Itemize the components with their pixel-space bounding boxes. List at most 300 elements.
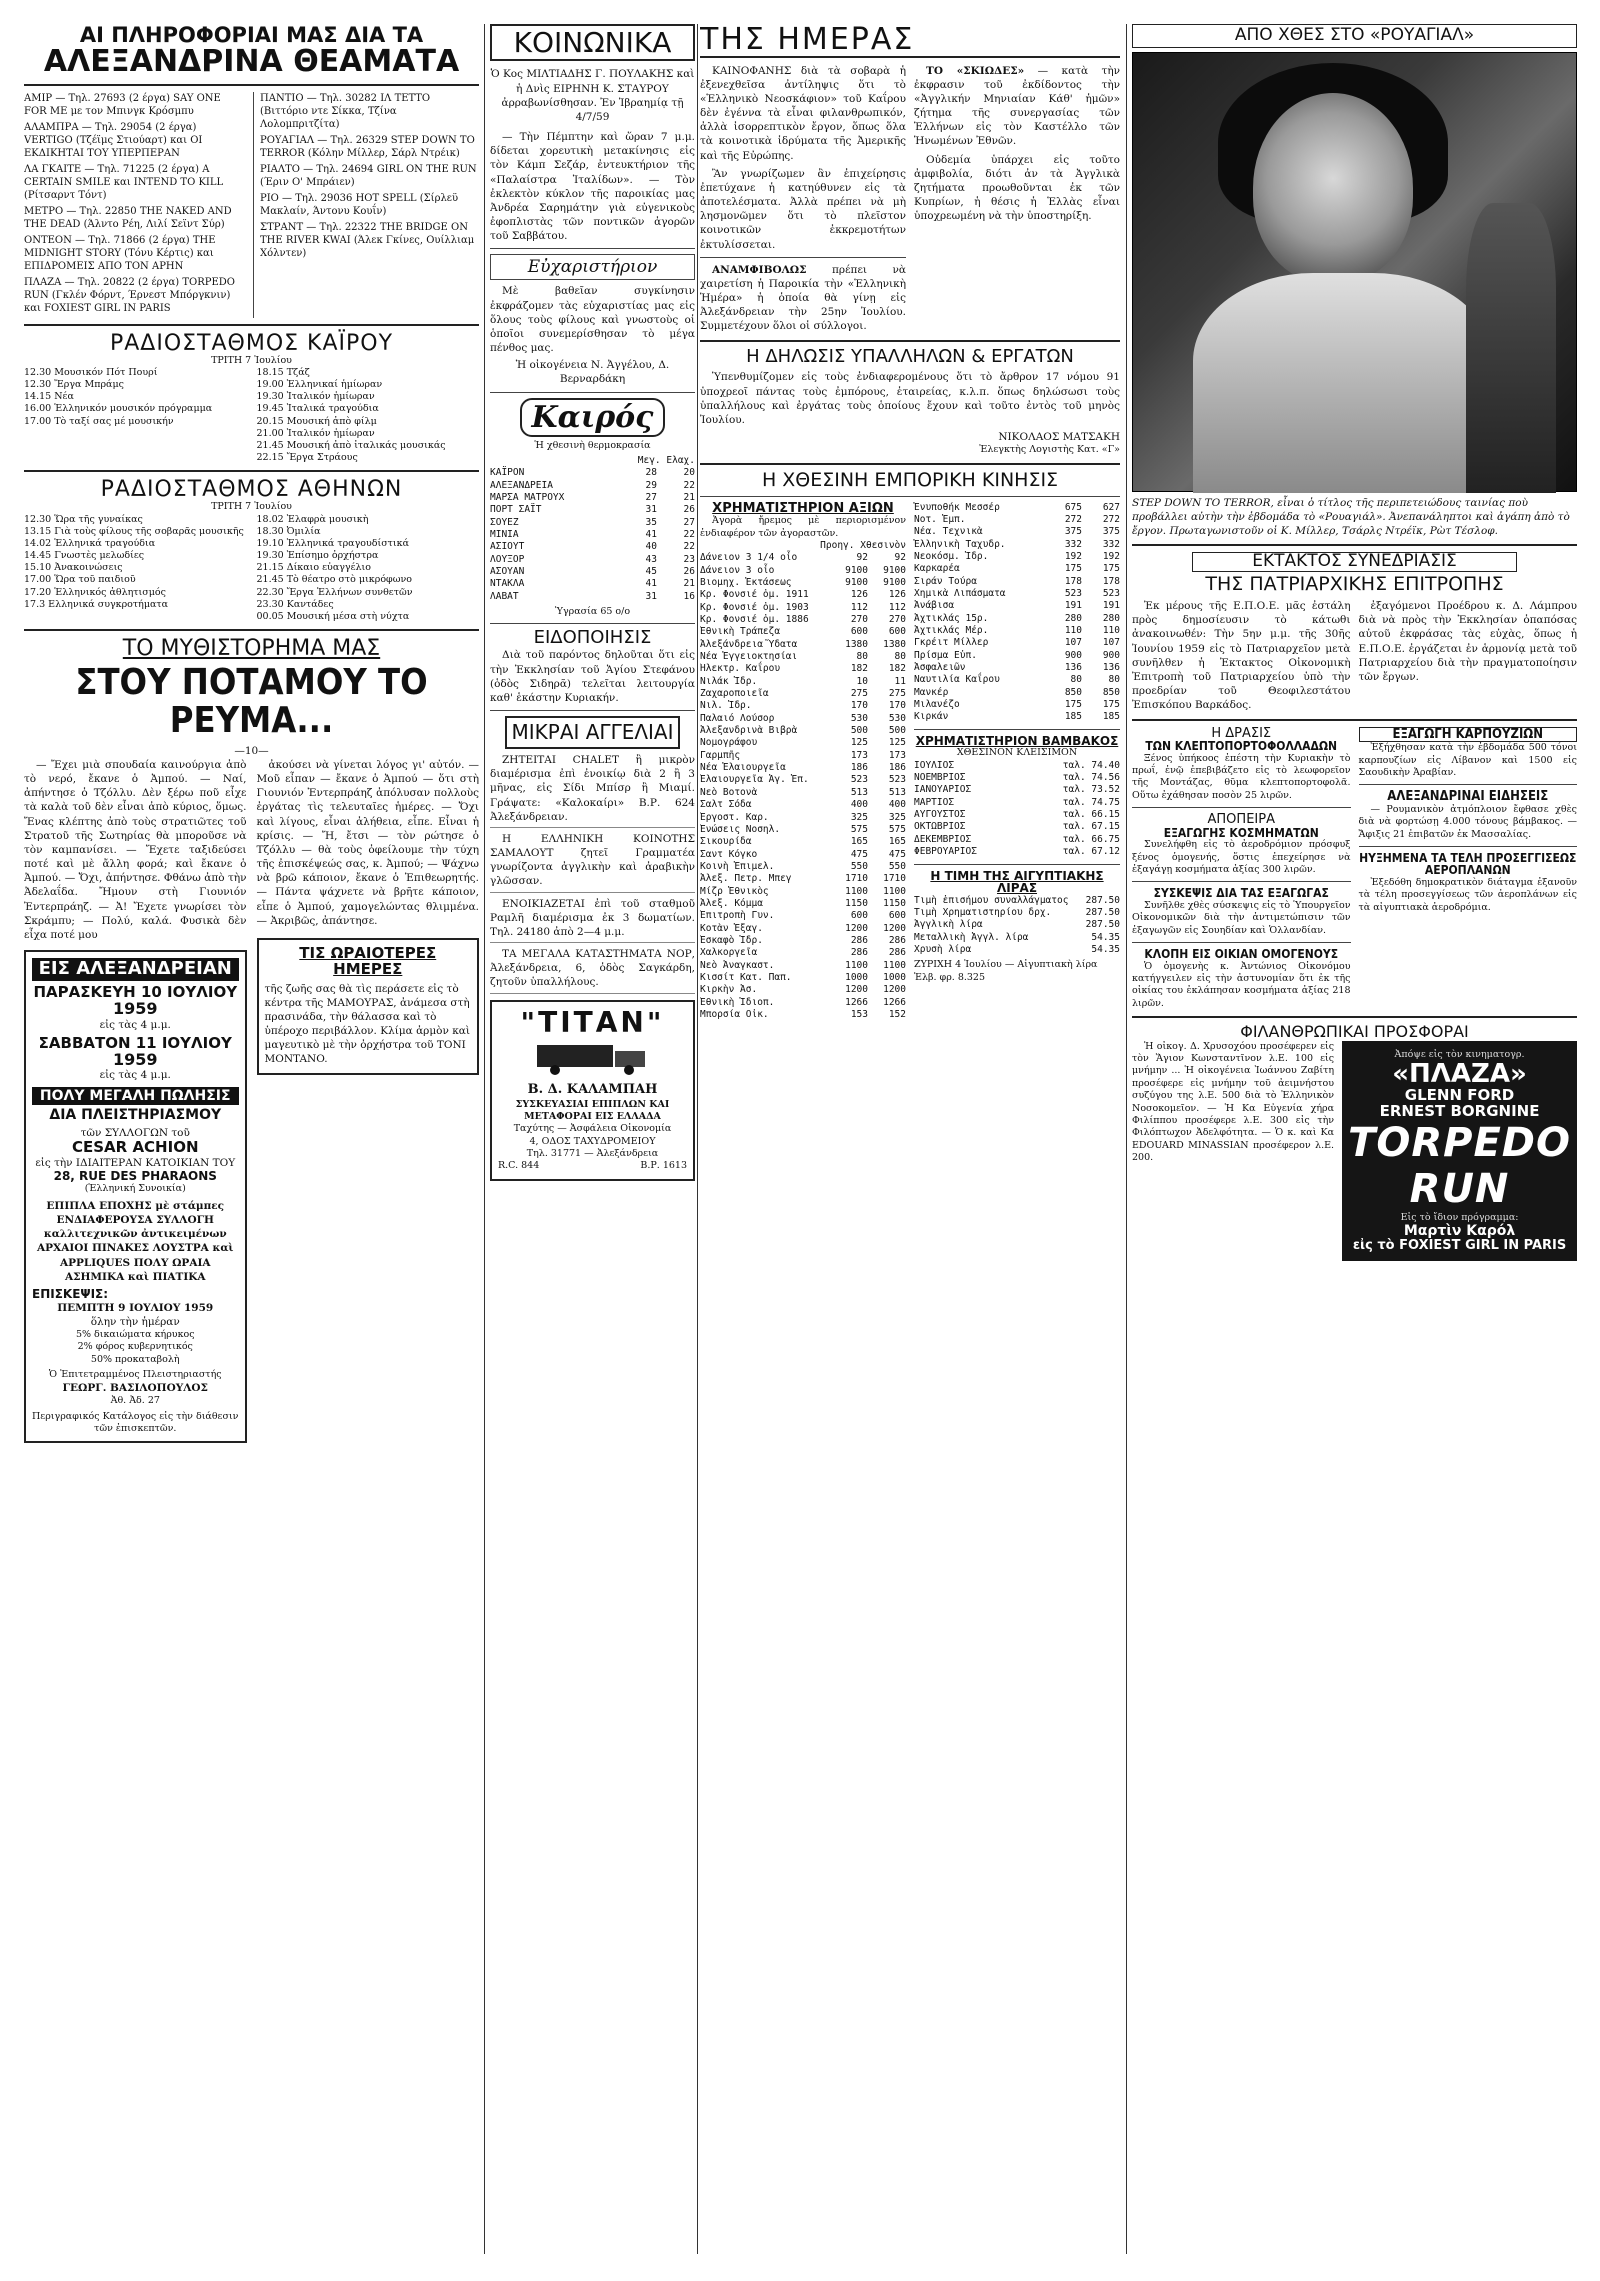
weather-row-values bbox=[619, 529, 695, 541]
stock-row-value: 125 bbox=[888, 737, 906, 749]
radio-program: 21.45 Τὸ θέατρο στὸ μικρόφωνο bbox=[256, 574, 412, 586]
stock-row-label: Ἐνώσεις Νοσηλ. bbox=[700, 823, 781, 835]
day-text-3: Οὐδεμία ὑπάρχει εἰς τοῦτο ἀμφιβολία, διότι ἀν τὰ Ἀγγλικὰ ζητήματα προωθοῦνται ἐκ τῶν Κυπρίων, ἡ θέσις ἡ Ἑλλὰς εἶναι ὑποχρεωμένη νὰ τὴν ὑποστηρίξη. bbox=[914, 153, 1120, 223]
cotton-row bbox=[914, 846, 1120, 858]
pound-row-values bbox=[1082, 932, 1120, 944]
pound-row-values bbox=[1082, 919, 1120, 931]
stock-row-value: 170 bbox=[850, 700, 868, 712]
notices-text: Διὰ τοῦ παρόντος δηλοῦται ὅτι εἰς τὴν Ἐκκλησίαν τοῦ Ἁγίου Στεφάνου (ὁδὸς Σιδηρᾶ) τελεῖται λειτουργία καθ' ἑκάστην Κυριακήν. bbox=[490, 649, 695, 704]
auction-fee-3: 50% προκαταβολὴ bbox=[90, 1353, 180, 1365]
theater-list-left bbox=[24, 92, 243, 318]
stock-row-value: 1100 bbox=[883, 959, 906, 971]
weather-row bbox=[490, 504, 695, 516]
stock-row-values bbox=[830, 898, 906, 910]
stock-row bbox=[700, 824, 906, 836]
auction-time2: εἰς τὰς 4 μ.μ. bbox=[99, 1069, 171, 1082]
stock-row-value: 136 bbox=[1064, 662, 1082, 674]
radio-program: 19.10 Ἑλληνικά τραγουδίστικά bbox=[256, 537, 410, 549]
stock-row-value: 550 bbox=[850, 860, 868, 872]
theater-entry: ΑΛΑΜΠΡΑ — Τηλ. 29054 (2 έργα) VERTIGO (Τζέϊμς Στιούαρτ) και ΟΙ ΕΚΔΙΚΗΤΑΙ ΤΟΥ ΥΠΕΡΠΕΡΑΝ bbox=[24, 121, 203, 159]
column-of-the-day bbox=[700, 24, 1120, 1021]
stock-row-values bbox=[1044, 687, 1120, 699]
alex-news-title: ΑΛΕΞΑΝΔΡΙΝΑΙ ΕΙΔΗΣΕΙΣ bbox=[1387, 789, 1549, 805]
plaza-also-film: εἰς τὸ FOXIEST GIRL IN PARIS bbox=[1352, 1237, 1567, 1253]
cotton-row-label: ΙΟΥΛΙΟΣ bbox=[914, 759, 955, 771]
auction-address: 28, RUE DES PHARAONS bbox=[53, 1168, 217, 1183]
radio-program: 19.00 Ἑλληνικαί ἡμίωραν bbox=[256, 379, 383, 391]
stock-row bbox=[914, 588, 1120, 600]
stock-row-label: Παλαιό Λούσορ bbox=[700, 712, 775, 724]
stock-row-value: 1150 bbox=[845, 897, 868, 909]
cotton-row-values bbox=[1063, 772, 1120, 784]
stock-row-values bbox=[830, 713, 906, 725]
radio-athens-schedule bbox=[24, 514, 479, 623]
stock-row bbox=[914, 551, 1120, 563]
pound-row bbox=[914, 919, 1120, 931]
airfare-text: Ἐξεδόθη δημοκρατικὸν διάταγμα ἐξανοῦν τὰ τέλη προσεγγίσεως τῶν ἀεροπλάνων εἰς τὰ αἰγυπτιακὰ ἀεροδρόμια. bbox=[1358, 877, 1577, 913]
cotton-row-values bbox=[1063, 834, 1120, 846]
stock-row-label: Ἀλεξανδρινὰ Βιβρὰ bbox=[700, 725, 798, 737]
small-ads-list bbox=[490, 753, 695, 994]
stock-row-value: 850 bbox=[1064, 686, 1082, 698]
day-text-2: Ἂν γνωρίζωμεν ἂν ἐπιχείρησις ἐπετύχανε ἡ κατηύθυνεν εἰς τὰ ἀποτελέσματα. Ἀλλὰ πρέπει νὰ μὴ λησμονῶμεν ὅτι τὸ πλεῖστον κοινοτικῶν ἐκκρεμοτήτων ἐκτυλίσσεται. bbox=[700, 167, 906, 251]
stock-row-value: 1100 bbox=[883, 885, 906, 897]
weather-row bbox=[490, 566, 695, 578]
stock-row bbox=[700, 762, 906, 774]
stocks-col-prev: Προηγ. bbox=[820, 539, 855, 551]
plaza-film: TORPEDO RUN bbox=[1348, 1119, 1571, 1212]
stock-row-value: 170 bbox=[888, 700, 906, 712]
weather-row-value: 20 bbox=[683, 467, 695, 479]
pound-row-values bbox=[1082, 944, 1120, 956]
pound-title: Η ΤΙΜΗ ΤΗΣ ΑΙΓΥΠΤΙΑΚΗΣ ΛΙΡΑΣ bbox=[930, 868, 1104, 896]
stocks-header bbox=[700, 540, 906, 552]
weather-row-value: 27 bbox=[645, 492, 657, 504]
stock-row-value: 175 bbox=[1064, 563, 1082, 575]
radio-program: 17.00 Ὥρα τοῦ παιδιοῦ bbox=[24, 574, 136, 586]
stock-row bbox=[700, 713, 906, 725]
stock-row-values bbox=[830, 1009, 906, 1021]
stock-row-value: 530 bbox=[850, 712, 868, 724]
plaza-ad bbox=[1342, 1041, 1577, 1261]
stock-row bbox=[914, 563, 1120, 575]
cotton-row-label: ΦΕΒΡΟΥΑΡΙΟΣ bbox=[914, 846, 977, 858]
column-rule bbox=[697, 24, 698, 2254]
theft-text: Ὁ ὁμογενὴς κ. Ἀντώνιος Οἰκονόμου κατήγγειλεν εἰς τὴν ἀστυνομίαν ὅτι ἐκ τῆς οἰκίας του ἐκλάπησαν κοσμήματα ἀξίας 218 λιρῶν. bbox=[1132, 960, 1351, 1009]
weather-row-values bbox=[619, 504, 695, 516]
cotton-row-values bbox=[1063, 846, 1120, 858]
cotton-row-values bbox=[1063, 797, 1120, 809]
weather-row bbox=[490, 591, 695, 603]
stock-row bbox=[914, 711, 1120, 723]
stock-row-value: 192 bbox=[1064, 551, 1082, 562]
weather-rows bbox=[490, 467, 695, 603]
titan-rc: R.C. 844 bbox=[498, 1160, 540, 1172]
thanks-title: Εὐχαριστήριον bbox=[490, 254, 695, 280]
stock-row-values bbox=[1044, 662, 1120, 674]
stock-row-value: 191 bbox=[1102, 600, 1120, 612]
stock-row-value: 80 bbox=[894, 651, 906, 663]
weather-row-values bbox=[619, 591, 695, 603]
stock-row-value: 186 bbox=[888, 762, 906, 774]
declaration-signature: ΝΙΚΟΛΑΟΣ ΜΑΤΣΑΚΗ bbox=[998, 431, 1120, 444]
meetings-text: Συνῆλθε χθὲς σύσκεψις εἰς τὸ Ὑπουργεῖον Οἰκονομικῶν διὰ τὴν ἀντιμετώπισιν τῶν ἐξαγωγῶν εἰς Σουηδίαν καὶ Ὁλλανδίαν. bbox=[1132, 899, 1351, 936]
stock-row bbox=[700, 1009, 906, 1021]
stock-row-label: Νοτ. Ἐμπ. bbox=[914, 513, 966, 525]
stock-row-value: 530 bbox=[888, 712, 906, 724]
stock-row-label: Ἐνυποθήκ Μεσσέρ bbox=[914, 501, 1000, 513]
stock-row-values bbox=[830, 552, 906, 564]
weather-row bbox=[490, 467, 695, 479]
stock-row-value: 165 bbox=[850, 836, 868, 848]
stock-row-label: Σαλτ Σόδα bbox=[700, 799, 752, 811]
small-ad: ΖΗΤΕΙΤΑΙ CHALET ἢ μικρὸν διαμέρισμα ἐπὶ ἐνοικίῳ διὰ 2 ἢ 3 μῆνας, εἰς Σίδι Μπίσρ ἢ Μιαμί. Γράψατε: «Καλοκαίρι» Β.Ρ. 624 Ἀλεξάνδρειαν. bbox=[490, 753, 695, 828]
stock-row-value: 1100 bbox=[845, 885, 868, 897]
stock-row-value: 325 bbox=[850, 811, 868, 823]
stock-row-label: Ἠλεκτρ. Καΐρου bbox=[700, 663, 781, 675]
theater-entry: ΣΤΡΑΝΤ — Τηλ. 22322 THE BRIDGE ON THE RIVER KWAI (Άλεκ Γκίνες, Ουίλλιαμ Χόλντεν) bbox=[260, 221, 475, 259]
theater-entry: ΡΙΑΛΤΟ — Τηλ. 24694 GIRL ON THE RUN (Έριν Ο' Μπράιεν) bbox=[260, 163, 477, 188]
stock-row bbox=[914, 613, 1120, 625]
stock-row-value: 575 bbox=[888, 823, 906, 835]
stock-row-label: Νέα. Τεχνικὰ bbox=[914, 526, 983, 538]
stock-row-value: 112 bbox=[850, 601, 868, 613]
weather-row-label: ΣΟΥΕΖ bbox=[490, 516, 519, 528]
stock-row-value: 1200 bbox=[883, 984, 906, 996]
stock-row-value: 272 bbox=[1102, 513, 1120, 525]
stock-row-values bbox=[830, 602, 906, 614]
pound-table bbox=[914, 895, 1120, 957]
radio-program: 22.30 Ἔργα Ἑλλήνων συνθετῶν bbox=[256, 586, 413, 598]
attempt-kicker: ΑΠΟΠΕΙΡΑ bbox=[1207, 812, 1275, 828]
cotton-row-label: ΝΟΕΜΒΡΙΟΣ bbox=[914, 772, 966, 784]
stock-row-value: 175 bbox=[1064, 699, 1082, 711]
stock-row-values bbox=[1044, 699, 1120, 711]
auction-ad bbox=[24, 950, 247, 1443]
stock-row-label: Νεοκόσμ. Ἰδρ. bbox=[914, 551, 989, 562]
stock-row bbox=[700, 577, 906, 589]
stock-row-value: 600 bbox=[850, 910, 868, 922]
stock-row-values bbox=[1044, 526, 1120, 538]
radio-program: 12.30 Ὥρα τῆς γυναίκας bbox=[24, 513, 143, 525]
stock-row-value: 286 bbox=[888, 947, 906, 959]
social-title: ΚΟΙΝΩΝΙΚΑ bbox=[490, 24, 695, 61]
stock-row bbox=[700, 947, 906, 959]
novel-chapter: —10— bbox=[234, 744, 269, 757]
stock-row bbox=[700, 898, 906, 910]
stock-row-value: 192 bbox=[1102, 551, 1120, 562]
stock-row bbox=[914, 539, 1120, 551]
stock-row-value: 178 bbox=[1102, 575, 1120, 587]
day-columns bbox=[700, 64, 1120, 334]
stock-row-value: 275 bbox=[850, 688, 868, 700]
weather-row-value: 16 bbox=[683, 590, 695, 602]
stock-row-values bbox=[830, 614, 906, 626]
auction-type: ΔΙΑ ΠΛΕΙΣΤΗΡΙΑΣΜΟΥ bbox=[49, 1107, 222, 1124]
thanks-text: Μὲ βαθεῖαν συγκίνησιν ἐκφράζομεν τὰς εὐχαριστίας μας εἰς ὅλους τοὺς φίλους καὶ γνωστοὺς οἱ ὁποῖοι συνεμερίσθησαν τὸ μέγα πένθος μας. bbox=[490, 285, 695, 355]
stock-row-values bbox=[830, 589, 906, 601]
stock-row-value: 1000 bbox=[845, 971, 868, 983]
theater-entry: ΡΙΟ — Τηλ. 29036 HOT SPELL (Σίρλεϋ Μακλαίν, Άντονυ Κουΐν) bbox=[260, 192, 459, 217]
radio-program: 22.15 Ἔργα Στράους bbox=[256, 452, 358, 464]
stock-row-value: 107 bbox=[1102, 637, 1120, 649]
theater-entry: ΛΑ ΓΚΑΙΤΕ — Τηλ. 71225 (2 έργα) A CERTAIN SMILE και INTEND TO KILL (Ρίτσαρντ Τόντ) bbox=[24, 163, 224, 201]
titan-line2: Ταχύτης — Ἀσφάλεια Οἰκονομία bbox=[513, 1123, 672, 1135]
stock-row-label: Πρίσμα Εὐπ. bbox=[914, 649, 977, 661]
weather-row-values bbox=[619, 492, 695, 504]
novel-text-left: — Ἔχει μιὰ σπουδαία καινούργια ἀπὸ τὸ νερό, ἔκανε ὁ Ἀμπού. — Ναί, ἀπήντησε ὁ Τζόλλυ. Δὲν ξέρω ποῦ εἶχε τὰ καλὰ τοῦ δὲν εἶναι ἀπὸ κύριος, ὅμως. Ἔνας κλέπτης ἀπὸ τοὺς στρατιῶτες τοῦ Στρατοῦ τῆς Σωτηρίας θὰ μποροῦσε νὰ τὸν καμπανίσει. — Ἔχετε ταξιδεύσει ποτέ καὶ μὲ ἄλλη φορά; καὶ ἔκανε ὁ Ἀμπού. — Ὄχι, ἀπήντησε. Φθάνω ἀπὸ τὴν Ἀδελαΐδα. Ἤμουν στὴ Γιουνιόν Ἐντερπράηζ. — Ἀ! Ἔχετε γνωρίσει τὸν Σκράμπυ; — Πολύ, καλά. Φυσικὰ δὲν εἶχα ποτέ μου bbox=[24, 758, 247, 941]
cotton-row-values bbox=[1063, 760, 1120, 772]
stock-row-values bbox=[830, 676, 906, 688]
weather-row-value: 40 bbox=[645, 541, 657, 553]
stock-row-value: 165 bbox=[888, 836, 906, 848]
day-text-1: ΚΑΙΝΟΦΑΝΗΣ διὰ τὰ σοβαρὰ ἡ ἐξενεχθεῖσα ἀντίληψις ὅτι τὸ «Ἑλληνικὸ Νεοσκάφιον» τοῦ Καΐρου δὲν ἐγέννα τὰ εἶναι φιλανθρωπικόν, ἀλλὰ ἰσορρεπτικὸν ἔργον, ὅπως ὅλα τὰ κοινοτικὰ ἱδρύματα τῆς Ἀμερικῆς καὶ τῆς Εὐρώπης. bbox=[700, 64, 906, 162]
weather-row-values bbox=[619, 566, 695, 578]
auction-visit-label: ΕΠΙΣΚΕΨΙΣ: bbox=[32, 1286, 109, 1301]
stock-row bbox=[914, 600, 1120, 612]
stock-row-value: 325 bbox=[888, 811, 906, 823]
stock-row-value: 1380 bbox=[883, 638, 906, 650]
stock-row-values bbox=[1044, 551, 1120, 563]
stock-row-value: 600 bbox=[888, 626, 906, 638]
stock-row-value: 275 bbox=[888, 688, 906, 700]
weather-row bbox=[490, 480, 695, 492]
radio-athens-title: ΡΑΔΙΟΣΤΑΘΜΟΣ ΑΘΗΝΩΝ bbox=[100, 477, 403, 503]
stock-row-label: Ἐθνικὴ Τράπεζα bbox=[700, 626, 781, 638]
stock-row-label: Σαντ Κόγκο bbox=[700, 848, 758, 860]
column-rule bbox=[484, 24, 485, 2254]
social-engagement: Ὁ Κος ΜΙΛΤΙΑΔΗΣ Γ. ΠΟΥΛΑΚΗΣ καὶ ἡ Δνὶς ΕΙΡΗΝΗ Κ. ΣΤΑΥΡΟΥ ἀρραβωνίσθησαν. Ἐν Ἰβραημίᾳ τῇ 4/7/59 bbox=[490, 68, 695, 123]
synod-title: ΤΗΣ ΠΑΤΡΙΑΡΧΙΚΗΣ ΕΠΙΤΡΟΠΗΣ bbox=[1205, 573, 1504, 596]
auction-owner: CESAR ACHION bbox=[72, 1138, 199, 1157]
cotton-row-value: ταλ. 67.15 bbox=[1062, 821, 1120, 833]
cotton-row-value: ταλ. 67.12 bbox=[1062, 846, 1120, 858]
stock-row-label: Νιλάκ Ἰδρ. bbox=[700, 675, 758, 687]
column-social bbox=[490, 24, 695, 1181]
stock-row bbox=[914, 502, 1120, 514]
stock-row-value: 173 bbox=[850, 749, 868, 761]
weather-row-value: 41 bbox=[645, 578, 657, 590]
stock-row-value: 523 bbox=[1064, 588, 1082, 600]
stock-row-value: 9100 bbox=[883, 564, 906, 576]
stock-row-values bbox=[830, 824, 906, 836]
stock-row-values bbox=[830, 737, 906, 749]
weather-row-label: ΜΙΝΙΑ bbox=[490, 529, 519, 541]
stock-row-label: Ἐθνικὴ Ἰδιοπ. bbox=[700, 996, 775, 1008]
stock-row-label: Καρκαρέα bbox=[914, 563, 960, 575]
titan-address: 4, ΟΔΟΣ ΤΑΧΥΔΡΟΜΕΙΟΥ bbox=[529, 1135, 656, 1147]
stock-row-values bbox=[1044, 588, 1120, 600]
column-theaters-radio-novel bbox=[24, 24, 479, 1443]
weather-row-value: 43 bbox=[645, 553, 657, 565]
radio-program: 18.30 Ὀμιλία bbox=[256, 525, 321, 537]
weather-row-value: 41 bbox=[645, 529, 657, 541]
cotton-row bbox=[914, 784, 1120, 796]
stock-row-value: 182 bbox=[850, 663, 868, 675]
radio-program: 14.15 Νέα bbox=[24, 391, 74, 403]
cotton-row-label: ΔΕΚΕΜΒΡΙΟΣ bbox=[914, 833, 972, 845]
stocks-table bbox=[700, 552, 906, 1021]
stock-row-label: Ἐσκαφὸ Ἰδρ. bbox=[700, 934, 763, 946]
stock-row-label: Μανκέρ bbox=[914, 686, 949, 698]
cotton-row-values bbox=[1063, 784, 1120, 796]
radio-program: 12.30 Μουσικόν Πότ Πουρί bbox=[24, 366, 158, 378]
stock-row-value: 80 bbox=[856, 651, 868, 663]
notices-title: ΕΙΔΟΠΟΙΗΣΙΣ bbox=[533, 627, 652, 649]
stock-row bbox=[700, 836, 906, 848]
stock-row-label: Ἀχτικλάς Μέρ. bbox=[914, 625, 989, 637]
theater-entry: ΡΟΥΑΓΙΑΛ — Τηλ. 26329 STEP DOWN TO TERROR (Κόλην Μίλλερ, Σάρλ Ντρέικ) bbox=[260, 134, 475, 159]
stock-row-values bbox=[830, 577, 906, 589]
stock-row-value: 523 bbox=[888, 774, 906, 786]
novel-body bbox=[24, 758, 479, 1444]
stock-row bbox=[700, 552, 906, 564]
cotton-row-value: ταλ. 73.52 bbox=[1062, 784, 1120, 796]
stock-row-values bbox=[830, 799, 906, 811]
column-royal-cinema bbox=[1132, 24, 1577, 1261]
stock-row-value: 332 bbox=[1064, 538, 1082, 550]
theater-list-right bbox=[253, 92, 479, 318]
theaters-title-line1: ΑΙ ΠΛΗΡΟΦΟΡΙΑΙ ΜΑΣ ΔΙΑ ΤΑ bbox=[79, 24, 424, 47]
stock-row-values bbox=[830, 972, 906, 984]
stock-row-value: 126 bbox=[850, 589, 868, 601]
plaza-also-star: Μαρτὶν Καρόλ bbox=[1403, 1223, 1516, 1240]
meetings-title: ΣΥΣΚΕΨΙΣ ΔΙΑ ΤΑΣ ΕΞΑΓΩΓΑΣ bbox=[1153, 886, 1329, 901]
weather-col-min: Ελαχ. bbox=[666, 455, 695, 466]
stock-row-value: 272 bbox=[1064, 513, 1082, 525]
stock-row-value: 475 bbox=[888, 848, 906, 860]
titan-phone: Τηλ. 31771 — Ἀλεξάνδρεια bbox=[526, 1147, 659, 1159]
stock-row-value: 286 bbox=[850, 947, 868, 959]
weather-row-value: 31 bbox=[645, 504, 657, 516]
stock-row-values bbox=[1044, 613, 1120, 625]
ambig-head: ΑΝΑΜΦΙΒΟΛΩΣ bbox=[712, 263, 807, 276]
stock-row-label: Κρ. Φονσιέ ὁμ. 1911 bbox=[700, 589, 809, 601]
stock-row-values bbox=[1044, 502, 1120, 514]
radio-program: 14.02 Ἑλληνικά τραγούδια bbox=[24, 537, 156, 549]
auction-visit-date: ΠΕΜΠΤΗ 9 ΙΟΥΛΙΟΥ 1959 bbox=[57, 1301, 214, 1314]
stock-row-value: 1710 bbox=[883, 873, 906, 885]
charity-text: Ἡ οἰκογ. Δ. Χρυσοχόου προσέφερεν εἰς τὸν Ἅγιον Κωνσταντῖνον λ.Ε. 100 εἰς μνήμην ... Ἡ οἰκογένεια Ἰωάννου Ζαβίτη προσέφερε εἰς μνήμην τοῦ ἀειμνήστου συζύγου της λ.Ε. 500 διὰ τὸ Ἐλληνικὸν Νοσοκομεῖον. — Ἡ Κα Εὐγενία χήρα Φιλίππου προσέφερε λ.Ε. 300 εἰς τὴν Φιλόπτωχον Ἀδελφότητα. — Ὁ κ. καὶ Κα EDOUARD MINASSIAN προσέφερον λ.Ε. 200. bbox=[1132, 1040, 1335, 1163]
stock-row-values bbox=[830, 626, 906, 638]
radio-program: 15.10 Ἀνακοινώσεις bbox=[24, 562, 123, 574]
stock-row-label: Κιρκάν bbox=[914, 711, 949, 723]
weather-row bbox=[490, 541, 695, 553]
declaration-signature-role: Ἐλεγκτὴς Λογιστὴς Κατ. «Γ» bbox=[979, 444, 1120, 456]
pound-row-value: 54.35 bbox=[1091, 931, 1120, 943]
radio-program: 18.02 Ἐλαφρὰ μουσικὴ bbox=[256, 513, 369, 525]
auction-fee-2: 2% φόρος κυβερνητικός bbox=[77, 1341, 193, 1353]
stock-row-label: Ἀλεξ. Κόμμα bbox=[700, 897, 763, 909]
auction-city: ΕΙΣ ΑΛΕΞΑΝΔΡΕΙΑΝ bbox=[32, 958, 239, 981]
stock-row bbox=[700, 873, 906, 885]
thanks-signature: Ἡ οἰκογένεια Ν. Ἀγγέλου, Δ. Βερναρδάκη bbox=[515, 359, 670, 386]
weather-row-value: 21 bbox=[683, 492, 695, 504]
cotton-row bbox=[914, 772, 1120, 784]
stock-row-values bbox=[830, 651, 906, 663]
radio-cairo-title: ΡΑΔΙΟΣΤΑΘΜΟΣ ΚΑΪΡΟΥ bbox=[109, 330, 394, 356]
stocks-intro: Ἀγορὰ ἤρεμος μὲ περιορισμένον ἐνδιαφέρον τῶν ἀγοραστῶν. bbox=[700, 515, 906, 539]
weather-row-values bbox=[619, 578, 695, 590]
pound-zurich: ΖΥΡΙΧΗ 4 Ἰουλίου — Αἰγυπτιακὴ λίρα Ἑλβ. φρ. 8.325 bbox=[914, 959, 1098, 983]
stock-row-values bbox=[1044, 539, 1120, 551]
stock-row-value: 9100 bbox=[845, 576, 868, 588]
airfare-title: ΗΥΞΗΜΕΝΑ ΤΑ ΤΕΛΗ ΠΡΟΣΕΓΓΙΣΕΩΣ ΑΕΡΟΠΛΑΝΩΝ bbox=[1359, 850, 1577, 878]
stock-row-label: Κοινὴ Ἐπιμελ. bbox=[700, 860, 775, 872]
radio-program: 12.30 Ἔργα Μπράμς bbox=[24, 379, 124, 391]
weather-col-max: Μεγ. bbox=[637, 455, 661, 466]
pound-row-label: Τιμὴ ἐπισήμου συναλλάγματος bbox=[914, 894, 1069, 906]
novel-title: ΣΤΟΥ ΠΟΤΑΜΟΥ ΤΟ ΡΕΥΜΑ... bbox=[75, 662, 428, 741]
stock-row-label: Γκρέιτ Μίλλερ bbox=[914, 637, 989, 649]
stock-row-value: 173 bbox=[888, 749, 906, 761]
novel-kicker: ΤΟ ΜΥΘΙΣΤΟΡΗΜΑ ΜΑΣ bbox=[122, 636, 381, 662]
stock-row-value: 600 bbox=[850, 626, 868, 638]
stock-row-value: 513 bbox=[850, 786, 868, 798]
stock-row-label: Νεὸ Ἀναγκαστ. bbox=[700, 959, 775, 971]
weather-row-value: 35 bbox=[645, 516, 657, 528]
stock-row-values bbox=[830, 886, 906, 898]
synod-text-right: ἐξαγόμενοι Προέδρου κ. Δ. Λάμπρου διὰ νὰ πρὸς τὴν Ἐκκλησίαν ὁπαπόσας αὐτοῦ ἐκφράσας τὰς εὐχὰς, ὅπως ἡ Ε.Π.Ο.Ε. ἐργάζεται ἐν ἁρμονίᾳ μετὰ τοῦ Πατριαρχείου διὰ τὴν πραγματοποίησιν τῶν ἔργων. bbox=[1358, 600, 1577, 683]
radio-program: 17.00 Τὸ ταξί σας μέ μουσικήν bbox=[24, 415, 174, 427]
stock-row-value: 375 bbox=[1064, 526, 1082, 538]
stock-row-label: Νέα Ἐλαιουργεῖα bbox=[700, 762, 786, 774]
cotton-row-label: ΟΚΤΩΒΡΙΟΣ bbox=[914, 821, 966, 833]
radio-program: 21.45 Μουσική ἀπὸ ἰταλικάς μουσικάς bbox=[256, 439, 446, 451]
stock-row-values bbox=[830, 923, 906, 935]
stock-row-label: Βιομηχ. Ἐκτάσεως bbox=[700, 576, 792, 588]
stock-row-values bbox=[830, 688, 906, 700]
stock-row-label: Ἐπιτροπὴ Γυν. bbox=[700, 910, 775, 922]
stock-row-value: 280 bbox=[1064, 612, 1082, 624]
weather-row-value: 27 bbox=[683, 516, 695, 528]
stock-row-label: Χαλκοργεῖα bbox=[700, 947, 758, 959]
stock-row-label: Χημικὰ Λιπάσματα bbox=[914, 588, 1006, 600]
weather-row bbox=[490, 578, 695, 590]
titan-ad bbox=[490, 1000, 695, 1181]
radio-program: 17.20 Ἑλληνικός ἀθλητισμός bbox=[24, 586, 166, 598]
cotton-row-value: ταλ. 66.75 bbox=[1062, 833, 1120, 845]
stock-row bbox=[700, 787, 906, 799]
stocks-title: ΧΡΗΜΑΤΙΣΤΗΡΙΟΝ ΑΞΙΩΝ bbox=[712, 500, 894, 516]
stock-row-values bbox=[830, 663, 906, 675]
stock-row-values bbox=[830, 997, 906, 1009]
stock-row-value: 1380 bbox=[845, 638, 868, 650]
theater-listings bbox=[24, 92, 479, 318]
stock-row-value: 80 bbox=[1070, 674, 1082, 686]
stock-row-value: 1150 bbox=[883, 897, 906, 909]
stock-row-values bbox=[1044, 563, 1120, 575]
stock-row-values bbox=[830, 910, 906, 922]
cotton-row-value: ταλ. 74.56 bbox=[1062, 772, 1120, 784]
stock-row-value: 1200 bbox=[883, 922, 906, 934]
radio-program: 19.30 Ἰταλικόν ἡμίωραν bbox=[256, 391, 375, 403]
weather-title: Καιρός bbox=[520, 398, 665, 437]
stock-row-value: 600 bbox=[888, 910, 906, 922]
stock-row-label: Δάνειον 3 1/4 οἷο bbox=[700, 552, 798, 564]
stock-row bbox=[700, 565, 906, 577]
social-text: — Τὴν Πέμπτην καὶ ὥραν 7 μ.μ. δίδεται χορευτικὴ μετακίνησις εἰς τὸν Κάμπ Σεζάρ, ἐντευκτήριον τῆς «Παλαίστρα Ἰταλίδων». — Τὸν ἐκλεκτὸν κύκλον τῆς παροικίας μας Ἀνδρέα Σαρημάτην γιὰ εὐγενικοὺς ἐφοπλιστὰς τῶν ποντικῶν ἀγορῶν τοῦ Σαββάτου. bbox=[490, 131, 695, 243]
stock-row bbox=[700, 676, 906, 688]
auction-visit-time: ὅλην τὴν ἡμέραν bbox=[90, 1315, 180, 1328]
stock-row bbox=[914, 576, 1120, 588]
theater-entry: ΠΛΑΖΑ — Τηλ. 20822 (2 έργα) TORPEDO RUN (Γκλέν Φόρντ, Έρνεστ Μπόργκνιν) και FOXIEST GIRL IN PARIS bbox=[24, 276, 235, 314]
stock-row-label: Κρ. Φονσιέ ὁμ. 1886 bbox=[700, 614, 809, 626]
cotton-row-values bbox=[1063, 809, 1120, 821]
cotton-row bbox=[914, 760, 1120, 772]
stock-row-value: 125 bbox=[850, 737, 868, 749]
stock-row bbox=[700, 626, 906, 638]
